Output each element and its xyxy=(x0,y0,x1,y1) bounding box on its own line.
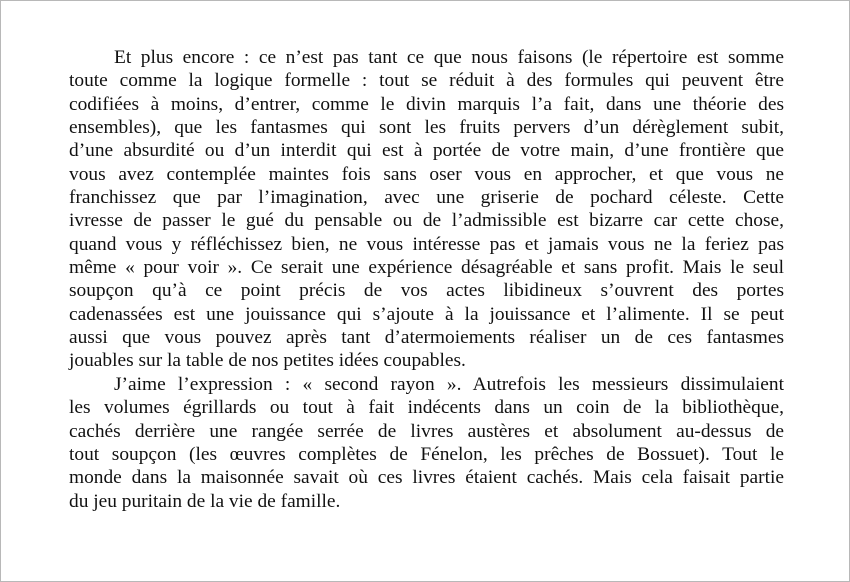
text-line: monde dans la maisonnée savait où ces livres étaient cachés. Mais cela faisait partie xyxy=(69,467,784,489)
paragraph-1 xyxy=(69,46,784,373)
text-line: ensembles), que les fantasmes qui sont les fruits pervers d’un dérèglement subit, xyxy=(69,117,784,139)
text-line: aussi que vous pouvez après tant d’atermoiements réaliser un de ces fantasmes xyxy=(69,327,784,349)
text-line: du jeu puritain de la vie de famille. xyxy=(69,490,341,512)
text-line: quand vous y réfléchissez bien, ne vous intéresse pas et jamais vous ne la feriez pas xyxy=(69,233,784,255)
text-line: cadenassées est une jouissance qui s’ajoute à la jouissance et l’alimente. Il se peut xyxy=(69,303,784,325)
text-line: franchissez que par l’imagination, avec une griserie de pochard céleste. Cette xyxy=(69,187,784,209)
text-line: ivresse de passer le gué du pensable ou de l’admissible est bizarre car cette chose, xyxy=(69,210,784,232)
text-line: vous avez contemplée maintes fois sans oser vous en approcher, et que vous ne xyxy=(69,163,784,185)
text-line: jouables sur la table de nos petites idées coupables. xyxy=(69,350,466,372)
paragraph-2 xyxy=(69,373,784,513)
text-body xyxy=(69,46,784,513)
text-line: codifiées à moins, d’entrer, comme le divin marquis l’a fait, dans une théorie des xyxy=(69,93,784,115)
text-line: les volumes égrillards ou tout à fait indécents dans un coin de la bibliothèque, xyxy=(69,397,784,419)
text-line: Et plus encore : ce n’est pas tant ce que nous faisons (le répertoire est somme xyxy=(114,47,784,68)
text-line: d’une absurdité ou d’un interdit qui est à portée de votre main, d’une frontière que xyxy=(69,140,784,162)
text-line: toute comme la logique formelle : tout se réduit à des formules qui peuvent être xyxy=(69,70,784,92)
text-line: même « pour voir ». Ce serait une expérience désagréable et sans profit. Mais le seul xyxy=(69,257,784,279)
text-line: cachés derrière une rangée serrée de livres austères et absolument au-dessus de xyxy=(69,420,784,442)
text-line: tout soupçon (les œuvres complètes de Fénelon, les prêches de Bossuet). Tout le xyxy=(69,443,784,465)
text-line: J’aime l’expression : « second rayon ». Autrefois les messieurs dissimulaient xyxy=(114,373,784,395)
text-line: soupçon qu’à ce point précis de vos actes libidineux s’ouvrent des portes xyxy=(69,280,784,302)
